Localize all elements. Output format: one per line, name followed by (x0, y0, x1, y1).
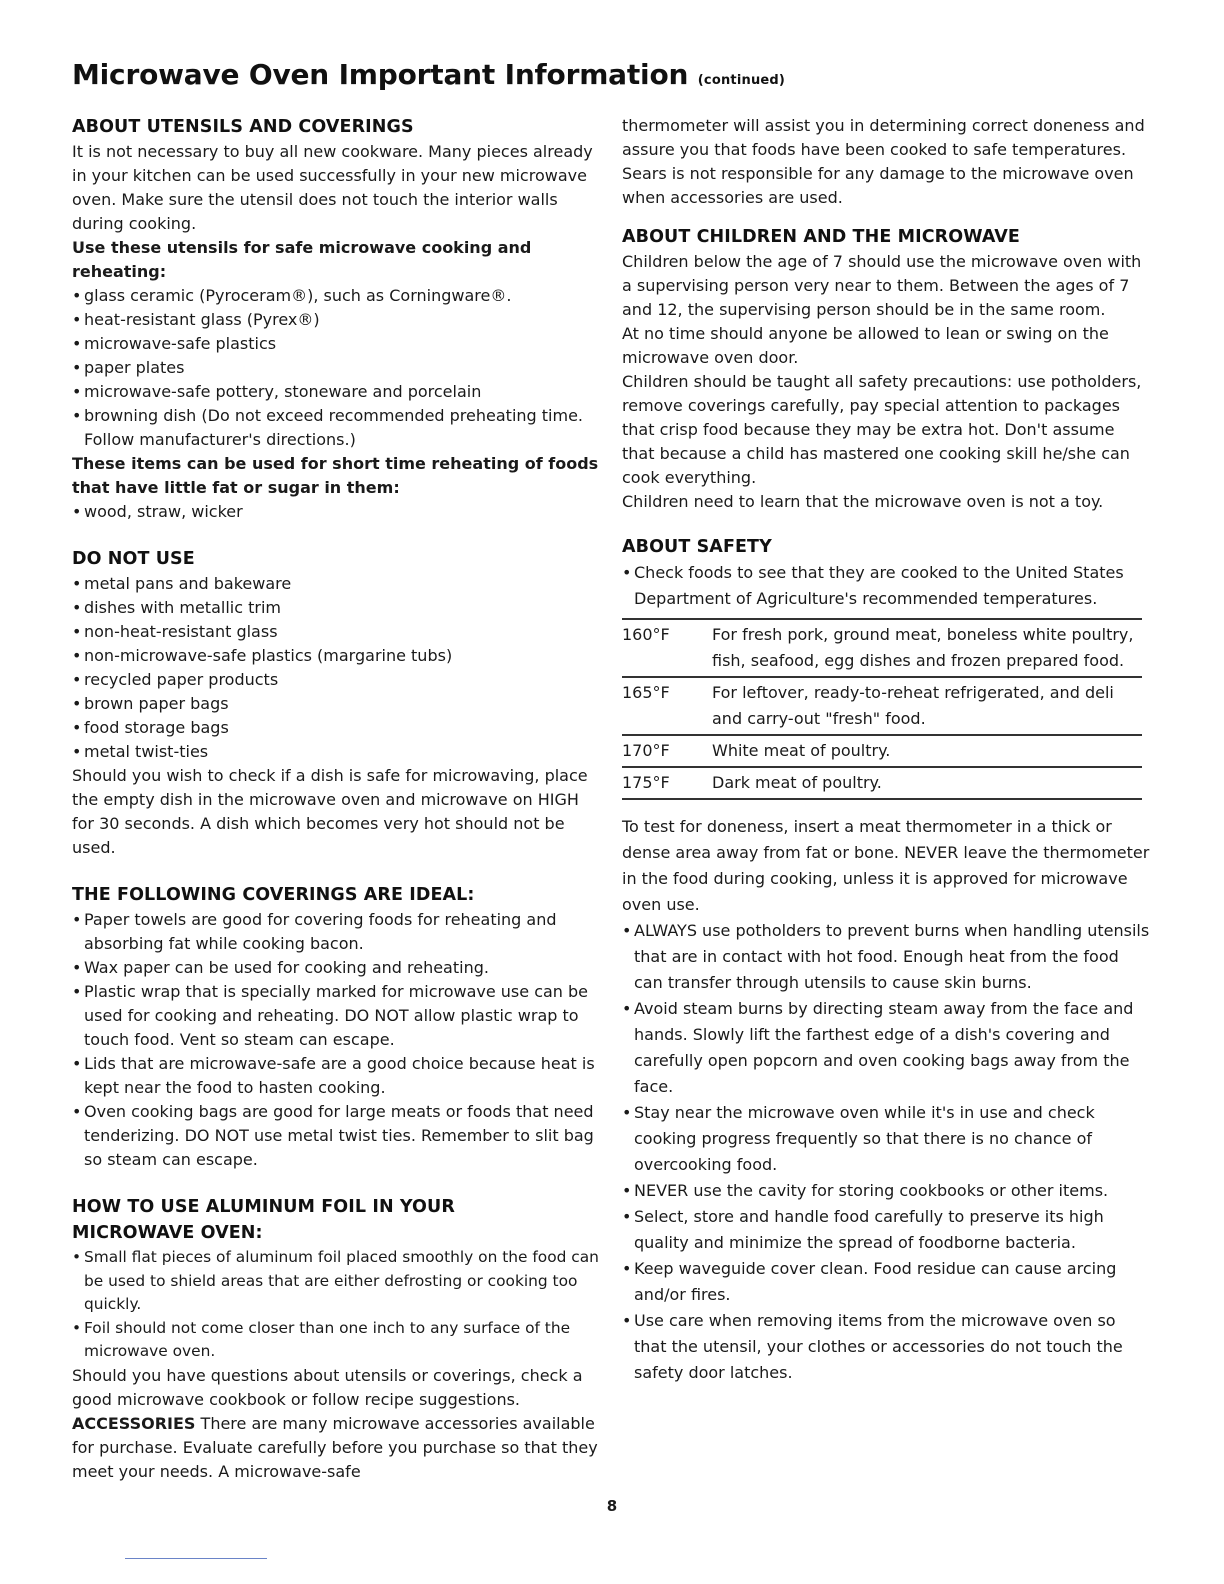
list-item: • Check foods to see that they are cooked to the United States Department of Agriculture's recommended temperatures. (622, 560, 1152, 612)
list-item: • recycled paper products (72, 668, 602, 692)
safety-heading: ABOUT SAFETY (622, 537, 772, 557)
page-title (72, 58, 785, 91)
children-paragraph: Children should be taught all safety precautions: use potholders, remove coverings carefully, pay special attention to packages that crisp food because they may be extra hot. Don't assume that because a child has mastered one cooking skill he/she can cook everything. (622, 372, 1142, 487)
list-item: • wood, straw, wicker (72, 500, 602, 524)
list-item: • Lids that are microwave-safe are a good choice because heat is kept near the food to hasten cooking. (72, 1052, 602, 1100)
foil-section (72, 1194, 602, 1484)
utensils-intro: It is not necessary to buy all new cookware. Many pieces already in your kitchen can be used successfully in your new microwave oven. Make sure the utensil does not touch the interior walls during cooking. (72, 142, 593, 233)
table-row (622, 735, 1142, 767)
short-reheat-heading: These items can be used for short time reheating of foods that have little fat or sugar in them: (72, 454, 599, 497)
list-item: • metal pans and bakeware (72, 572, 602, 596)
page-title-text: Microwave Oven Important Information (72, 58, 689, 91)
utensils-section (72, 114, 602, 524)
list-item: • microwave-safe pottery, stoneware and porcelain (72, 380, 602, 404)
safe-utensils-list (72, 284, 602, 452)
list-item: • NEVER use the cavity for storing cookbooks or other items. (622, 1178, 1152, 1204)
accessories-text: There are many microwave accessories available for purchase. Evaluate carefully before you purchase so that they meet your needs. A microwave-safe (72, 1413, 598, 1481)
coverings-section (72, 882, 602, 1172)
temperature-table (622, 618, 1142, 800)
accessories-paragraph (72, 1412, 602, 1484)
children-paragraph: Children need to learn that the microwave oven is not a toy. (622, 492, 1104, 511)
list-item: • Oven cooking bags are good for large meats or foods that need tenderizing. DO NOT use metal twist ties. Remember to slit bag so steam can escape. (72, 1100, 602, 1172)
children-section (622, 224, 1152, 514)
list-item: • Keep waveguide cover clean. Food residue can cause arcing and/or fires. (622, 1256, 1152, 1308)
questions-text: Should you have questions about utensils or coverings, check a good microwave cookbook or follow recipe suggestions. (72, 1365, 583, 1409)
list-item: • glass ceramic (Pyroceram®), such as Corningware®. (72, 284, 602, 308)
temp-desc-cell: For fresh pork, ground meat, boneless white poultry, fish, seafood, egg dishes and frozen prepared food. (712, 625, 1134, 670)
temp-desc-cell: White meat of poultry. (712, 741, 891, 760)
list-item: • brown paper bags (72, 692, 602, 716)
foil-heading-line2: MICROWAVE OVEN: (72, 1223, 263, 1243)
safety-intro-list (622, 560, 1152, 612)
list-item: • food storage bags (72, 716, 602, 740)
bottom-divider (125, 1558, 267, 1559)
list-item: • Use care when removing items from the microwave oven so that the utensil, your clothes or accessories do not touch the safety door latches. (622, 1308, 1152, 1386)
right-column (622, 114, 1152, 1386)
list-item: • ALWAYS use potholders to prevent burns when handling utensils that are in contact with hot food. Enough heat from the food can transfer through utensils to cause skin burns. (622, 918, 1152, 996)
children-paragraph: Children below the age of 7 should use the microwave oven with a supervising person very near to them. Between the ages of 7 and 12, the supervising person should be in the same room. (622, 252, 1142, 319)
page-number: 8 (606, 1497, 618, 1515)
list-item: • Small flat pieces of aluminum foil placed smoothly on the food can be used to shield areas that are either defrosting or cooking too quickly. (72, 1246, 602, 1317)
table-row (622, 677, 1142, 735)
temp-desc-cell: For leftover, ready-to-reheat refrigerated, and deli and carry-out "fresh" food. (712, 683, 1114, 728)
dish-check-text: Should you wish to check if a dish is safe for microwaving, place the empty dish in the microwave oven and microwave on HIGH for 30 seconds. A dish which becomes very hot should not be used. (72, 766, 588, 857)
temp-desc-cell: Dark meat of poultry. (712, 773, 882, 792)
table-row (622, 767, 1142, 799)
list-item: • dishes with metallic trim (72, 596, 602, 620)
short-reheat-list (72, 500, 602, 524)
children-heading: ABOUT CHILDREN AND THE MICROWAVE (622, 227, 1020, 247)
list-item: • microwave-safe plastics (72, 332, 602, 356)
temp-cell: 165°F (622, 683, 670, 702)
list-item: • Foil should not come closer than one inch to any surface of the microwave oven. (72, 1317, 602, 1364)
list-item: • Wax paper can be used for cooking and reheating. (72, 956, 602, 980)
do-not-use-section (72, 546, 602, 860)
doneness-text: To test for doneness, insert a meat thermometer in a thick or dense area away from fat or bone. NEVER leave the thermometer in the food during cooking, unless it is approved for microwave oven use. (622, 817, 1150, 914)
utensils-heading: ABOUT UTENSILS AND COVERINGS (72, 117, 414, 137)
left-column (72, 114, 602, 1484)
do-not-use-list (72, 572, 602, 764)
list-item: • Avoid steam burns by directing steam away from the face and hands. Slowly lift the farthest edge of a dish's covering and carefully open popcorn and oven cooking bags away from the face. (622, 996, 1152, 1100)
coverings-heading: THE FOLLOWING COVERINGS ARE IDEAL: (72, 885, 475, 905)
safety-list (622, 918, 1152, 1386)
table-row (622, 619, 1142, 677)
list-item: • paper plates (72, 356, 602, 380)
list-item: • heat-resistant glass (Pyrex®) (72, 308, 602, 332)
temp-cell: 170°F (622, 741, 670, 760)
list-item: • browning dish (Do not exceed recommended preheating time. Follow manufacturer's directions.) (72, 404, 602, 452)
safety-section (622, 534, 1152, 1386)
safe-utensils-heading: Use these utensils for safe microwave cooking and reheating: (72, 238, 532, 281)
temp-cell: 160°F (622, 625, 670, 644)
foil-heading-line1: HOW TO USE ALUMINUM FOIL IN YOUR (72, 1197, 455, 1217)
list-item: • metal twist-ties (72, 740, 602, 764)
temp-cell: 175°F (622, 773, 670, 792)
do-not-use-heading: DO NOT USE (72, 549, 195, 569)
foil-heading (72, 1194, 602, 1246)
list-item: • non-microwave-safe plastics (margarine tubs) (72, 644, 602, 668)
list-item: • Select, store and handle food carefully to preserve its high quality and minimize the spread of foodborne bacteria. (622, 1204, 1152, 1256)
list-item: • Stay near the microwave oven while it's in use and check cooking progress frequently so that there is no chance of overcooking food. (622, 1100, 1152, 1178)
list-item: • Plastic wrap that is specially marked for microwave use can be used for cooking and reheating. DO NOT allow plastic wrap to touch food. Vent so steam can escape. (72, 980, 602, 1052)
accessories-label: ACCESSORIES (72, 1413, 196, 1433)
foil-list (72, 1246, 602, 1364)
page-title-continued: (continued) (697, 73, 786, 88)
list-item: • non-heat-resistant glass (72, 620, 602, 644)
list-item: • Paper towels are good for covering foods for reheating and absorbing fat while cooking bacon. (72, 908, 602, 956)
children-paragraph: At no time should anyone be allowed to lean or swing on the microwave oven door. (622, 324, 1109, 367)
coverings-list (72, 908, 602, 1172)
accessories-continued-text: thermometer will assist you in determining correct doneness and assure you that foods have been cooked to safe temperatures. Sears is not responsible for any damage to the microwave oven when accessories are used. (622, 116, 1145, 207)
